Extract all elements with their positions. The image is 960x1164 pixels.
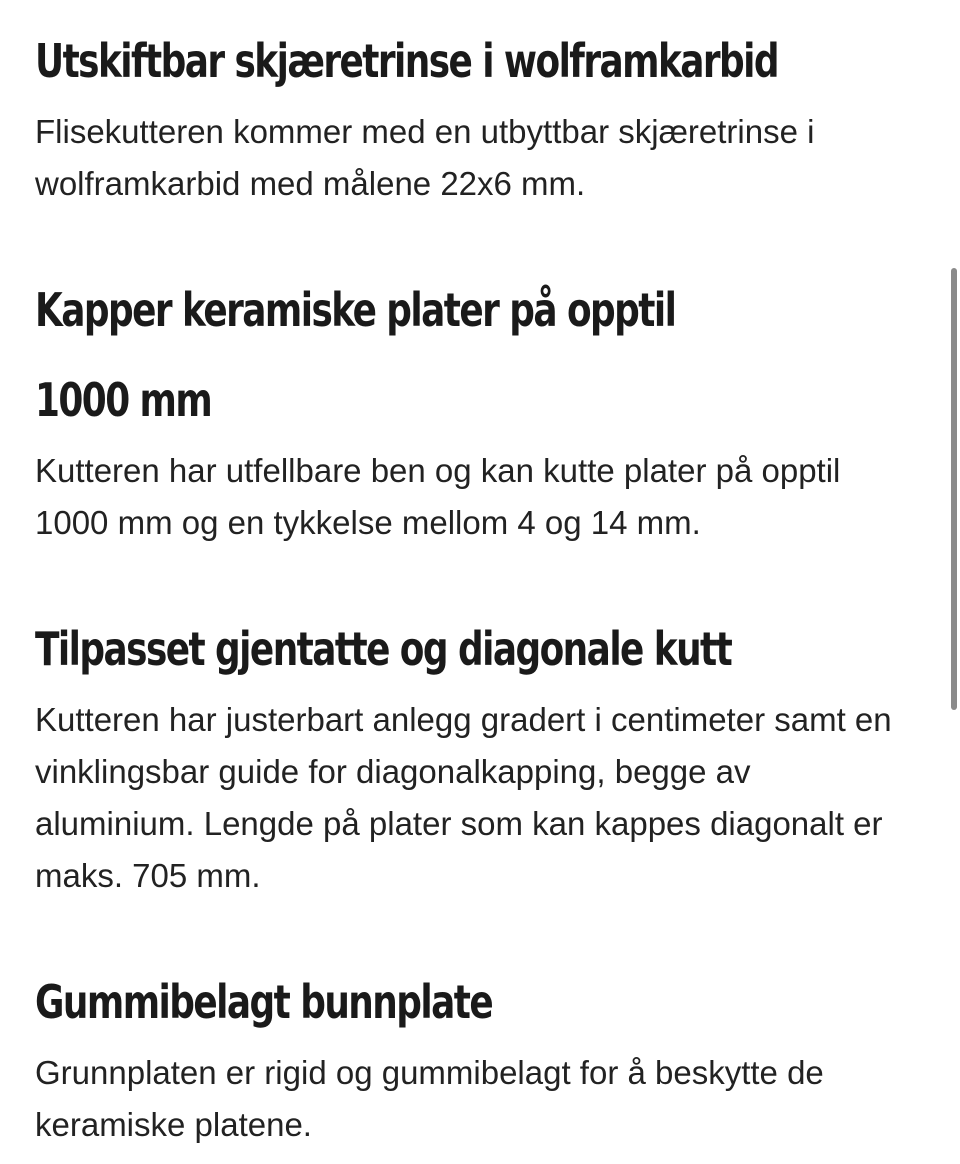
feature-heading: Tilpasset gjentatte og diagonale kutt <box>35 622 732 676</box>
feature-section-capacity <box>35 265 915 549</box>
vertical-scrollbar[interactable] <box>948 0 960 1164</box>
feature-description: Kutteren har justerbart anlegg gradert i centimeter samt en vinklingsbar guide for diagonalkapping, begge av aluminium. Lengde på plater som kan kappes diagonalt er maks. 705 mm. <box>35 701 892 894</box>
feature-description: Flisekutteren kommer med en utbyttbar skjæretrinse i wolframkarbid med målene 22x6 mm. <box>35 113 815 202</box>
feature-description: Grunnplaten er rigid og gummibelagt for å beskytte de keramiske platene. <box>35 1054 824 1143</box>
feature-heading: Gummibelagt bunnplate <box>35 975 493 1029</box>
feature-section-base-plate <box>35 957 915 1151</box>
feature-heading-line2: 1000 mm <box>35 373 212 427</box>
feature-section-cutting-wheel <box>35 16 915 210</box>
feature-heading-line1: Kapper keramiske plater på opptil <box>35 283 676 337</box>
feature-description: Kutteren har utfellbare ben og kan kutte plater på opptil 1000 mm og en tykkelse mellom 4 og 14 mm. <box>35 452 841 541</box>
feature-section-diagonal-cuts <box>35 604 915 902</box>
scrollbar-thumb[interactable] <box>951 268 957 710</box>
feature-heading: Utskiftbar skjæretrinse i wolframkarbid <box>35 34 779 88</box>
